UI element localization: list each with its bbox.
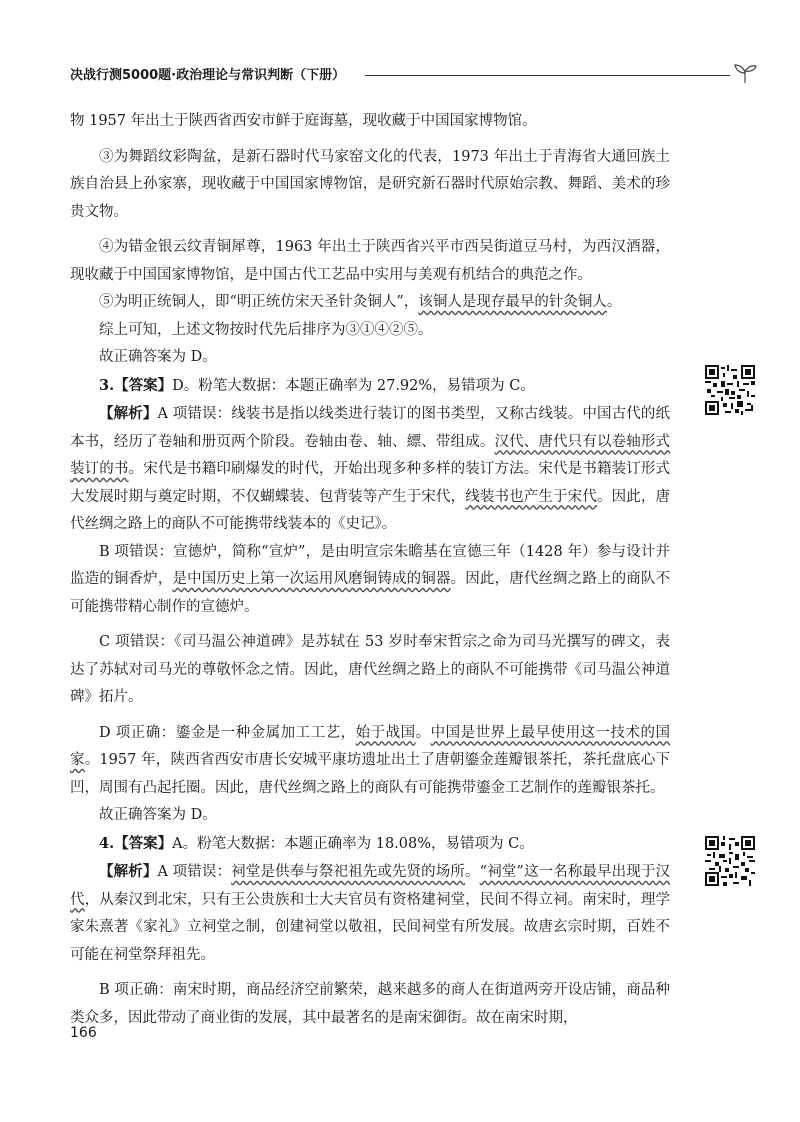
qr-code-q4[interactable]	[705, 836, 755, 886]
paragraph: 故正确答案为 D。	[99, 349, 217, 365]
analysis-q4-b: B 项正确：南宋时期，商品经济空前繁荣，越来越多的商人在街道两旁开设店铺，商品种类众多，因此带动了商业街的发展，其中最著名的是南宋御街。故在南宋时期，	[70, 982, 670, 1026]
page-body	[70, 108, 670, 1032]
page-number: 166	[70, 1025, 97, 1041]
analysis-q3-b: B 项错误：宣德炉，简称“宣炉”，是由明宣宗朱瞻基在宣德三年（1428 年）参与设计并监造的铜香炉，是中国历史上第一次运用风磨铜铸成的铜器。因此，唐代丝绸之路上的商队不可能携带精心制作的宣德炉。	[70, 543, 671, 615]
header-rule	[365, 75, 730, 76]
paragraph: 故正确答案为 D。	[99, 807, 217, 823]
analysis-q3-a: 【解析】A 项错误：线装书是指以线类进行装订的图书类型，又称古线装。中国古代的纸本书，经历了卷轴和册页两个阶段。卷轴由卷、轴、縹、带组成。汉代、唐代只有以卷轴形式装订的书。宋代是书籍印刷爆发的时代，开始出现多种多样的装订方法。宋代是书籍装订形式大发展时期与奠定时期，不仅蝴蝶装、包背装等产生于宋代，线装书也产生于宋代。因此，唐代丝绸之路上的商队不可能携带线装本的《史记》。	[70, 405, 671, 532]
book-title: 决战行测5000题·政治理论与常识判断（下册）	[70, 68, 346, 83]
qr-code-q3[interactable]	[705, 365, 755, 415]
sprout-icon	[732, 62, 758, 84]
paragraph: 综上可知，上述文物按时代先后排序为③①④②⑤。	[99, 321, 433, 338]
answer-q4: 4.【答案】A。粉笔大数据：本题正确率为 18.08%，易错项为 C。	[99, 834, 534, 852]
running-header	[70, 64, 760, 88]
paragraph: ③为舞蹈纹彩陶盆，是新石器时代马家窑文化的代表，1973 年出土于青海省大通回族土族自治县上孙家寨，现收藏于中国国家博物馆，是研究新石器时代原始宗教、舞蹈、美术的珍贵文物。	[70, 148, 670, 220]
paragraph: ⑤为明正统铜人，即“明正统仿宋天圣针灸铜人”，该铜人是现存最早的针灸铜人。	[99, 294, 622, 310]
paragraph: ④为错金银云纹青铜犀尊，1963 年出土于陕西省兴平市西吴街道豆马村，为西汉酒器，现收藏于中国国家博物馆，是中国古代工艺品中实用与美观有机结合的典范之作。	[70, 239, 670, 283]
answer-q3: 3.【答案】D。粉笔大数据：本题正确率为 27.92%，易错项为 C。	[99, 376, 535, 394]
analysis-q3-d: D 项正确：鎏金是一种金属加工工艺，始于战国。中国是世界上最早使用这一技术的国家。1957 年，陕西省西安市唐长安城平康坊遗址出土了唐朝鎏金莲瓣银茶托，茶托盘底心下凹，周围有凸起托圈。因此，唐代丝绸之路上的商队有可能携带鎏金工艺制作的莲瓣银茶托。	[70, 724, 671, 796]
analysis-q3-c: C 项错误：《司马温公神道碑》是苏轼在 53 岁时奉宋哲宗之命为司马光撰写的碑文，表达了苏轼对司马光的尊敬怀念之情。因此，唐代丝绸之路上的商队不可能携带《司马温公神道碑》拓片。	[70, 634, 670, 705]
paragraph: 物 1957 年出土于陕西省西安市鲜于庭诲墓，现收藏于中国国家博物馆。	[70, 113, 537, 129]
analysis-q4-a: 【解析】A 项错误：祠堂是供奉与祭祀祖先或先贤的场所。“祠堂”这一名称最早出现于汉代，从秦汉到北宋，只有王公贵族和士大夫官员有资格建祠堂，民间不得立祠。南宋时，理学家朱熹著《家礼》立祠堂之制，创建祠堂以敬祖，民间祠堂有所发展。故唐玄宗时期，百姓不可能在祠堂祭拜祖先。	[70, 863, 671, 963]
